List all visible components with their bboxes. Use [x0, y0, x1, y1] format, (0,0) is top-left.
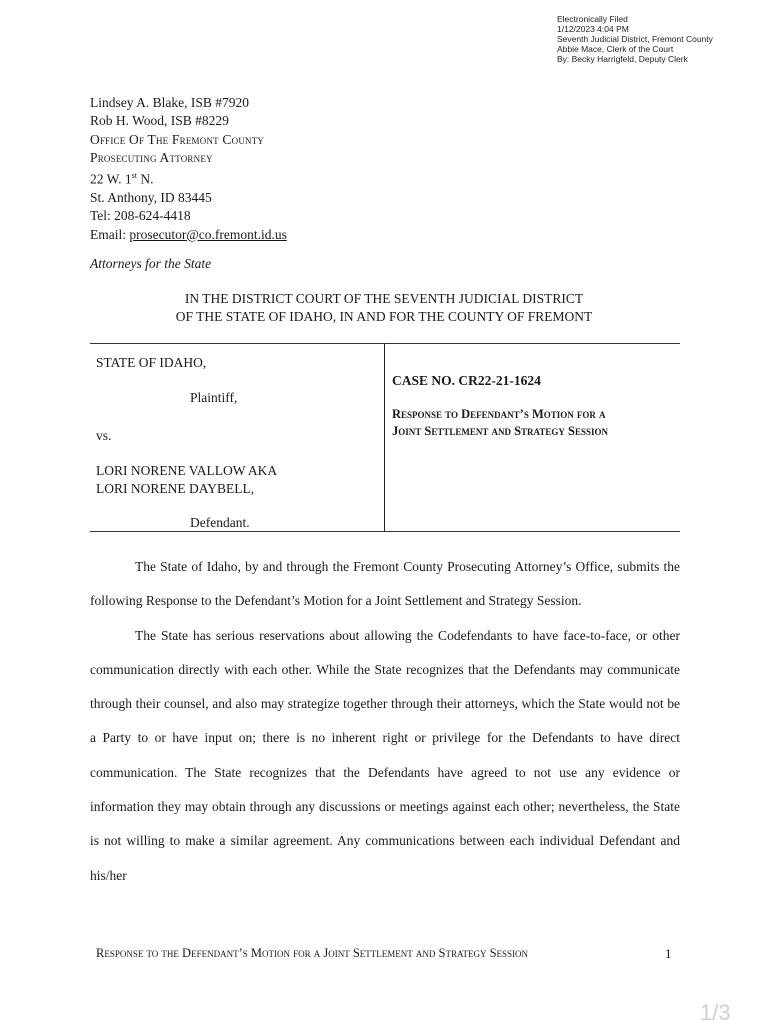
- telephone: Tel: 208-624-4418: [90, 208, 191, 224]
- city-address: St. Anthony, ID 83445: [90, 189, 212, 205]
- email-label: Email:: [90, 226, 130, 242]
- email-line: [90, 226, 287, 244]
- defendant-role: Defendant.: [190, 515, 250, 530]
- caption-top-rule: [90, 343, 680, 344]
- document-title: [392, 406, 677, 440]
- email-link[interactable]: prosecutor@co.fremont.id.us: [129, 226, 287, 242]
- caption-divider: [384, 343, 385, 531]
- court-heading-line: IN THE DISTRICT COURT OF THE SEVENTH JUDICIAL DISTRICT: [184, 291, 584, 306]
- defendant-name: LORI NORENE VALLOW AKA: [96, 463, 278, 478]
- page-footer: Response to the Defendant’s Motion for a Joint Settlement and Strategy Session: [96, 946, 529, 960]
- stamp-line: Electronically Filed: [557, 14, 628, 24]
- stamp-line: 1/12/2023 4:04 PM: [557, 24, 629, 34]
- paragraph: The State of Idaho, by and through the Fremont County Prosecuting Attorney’s Office, submits the following Response to the Defendant’s Motion for a Joint Settlement and Strategy Session.: [90, 559, 680, 609]
- caption-bottom-rule: [90, 531, 680, 532]
- defendant-name: LORI NORENE DAYBELL,: [96, 481, 255, 496]
- filing-stamp: [557, 14, 713, 64]
- stamp-line: By: Becky Harrigfeld, Deputy Clerk: [557, 54, 688, 64]
- paragraph: The State has serious reservations about allowing the Codefendants to have face-to-face, or other communication directly with each other. While the State recognizes that the Defendants may communicate through their counsel, and also may strategize together through their attorneys, which the State would not be a Party to or have input on; there is no inherent right or privilege for the Defendants to have direct communication. The State recognizes that the Defendants have agreed to not use any evidence or information they may obtain through any discussions or meetings against each other; nevertheless, the State is not willing to make a similar agreement. Any communications between each individual Defendant and his/her: [90, 627, 680, 883]
- office-title: Prosecuting Attorney: [90, 149, 213, 165]
- attorney-name: Rob H. Wood, ISB #8229: [90, 113, 229, 129]
- address-number: 22 W. 1: [90, 171, 132, 187]
- attorney-name: Lindsey A. Blake, ISB #7920: [90, 95, 249, 110]
- body-text: [90, 550, 680, 893]
- attorneys-for-state: Attorneys for the State: [90, 256, 212, 271]
- street-address: [90, 167, 287, 189]
- office-name: Office Of The Fremont County: [90, 131, 265, 147]
- plaintiff-name: STATE OF IDAHO,: [96, 355, 207, 370]
- plaintiff-role: Plaintiff,: [190, 390, 238, 405]
- court-heading: [0, 290, 768, 326]
- address-rest: N.: [136, 171, 154, 187]
- court-heading-line: OF THE STATE OF IDAHO, IN AND FOR THE COUNTY OF FREMONT: [175, 309, 593, 324]
- attorney-block: [90, 94, 287, 244]
- stamp-line: Abbie Mace, Clerk of the Court: [557, 44, 674, 54]
- document-title-line: Joint Settlement and Strategy Session: [392, 424, 608, 438]
- page-number: 1: [665, 946, 672, 961]
- case-number: CASE NO. CR22-21-1624: [392, 373, 541, 388]
- document-title-line: Response to Defendant’s Motion for a: [392, 407, 606, 421]
- page-indicator: 1/3: [700, 1000, 731, 1025]
- stamp-line: Seventh Judicial District, Fremont County: [557, 34, 713, 44]
- address-superscript: st: [131, 171, 137, 181]
- versus: vs.: [96, 428, 112, 443]
